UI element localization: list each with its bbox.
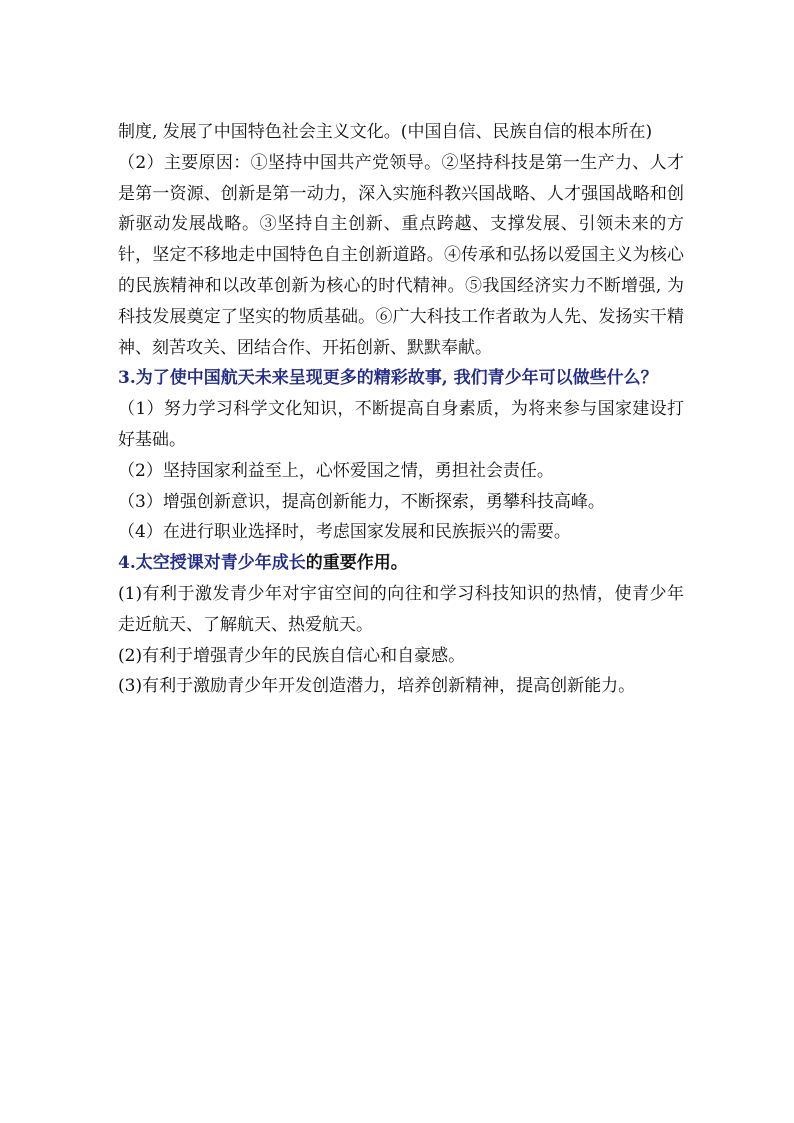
document-page xyxy=(118,117,684,702)
heading-question-4-rest: 的重要作用。 xyxy=(305,553,408,574)
heading-question-3: 3.为了使中国航天未来呈现更多的精彩故事, 我们青少年可以做些什么？ xyxy=(118,368,658,389)
answer-3-item-1: （1）努力学习科学文化知识，不断提高自身素质，为将来参与国家建设打好基础。 xyxy=(118,399,684,450)
paragraph-culture-conclusion: 制度, 发展了中国特色社会主义文化。(中国自信、民族自信的根本所在) xyxy=(118,122,653,142)
answer-4-item-3: (3)有利于激励青少年开发创造潜力，培养创新精神，提高创新能力。 xyxy=(118,676,636,697)
answer-4-item-1: (1)有利于激发青少年对宇宙空间的向往和学习科技知识的热情，使青少年走近航天、了解航天、热爱航天。 xyxy=(118,583,684,635)
answer-3-item-3: （3）增强创新意识，提高创新能力，不断探索，勇攀科技高峰。 xyxy=(118,491,605,512)
answer-4-item-2: (2)有利于增强青少年的民族自信心和自豪感。 xyxy=(118,645,466,666)
heading-question-4 xyxy=(118,548,684,579)
answer-3-item-4: （4）在进行职业选择时，考虑国家发展和民族振兴的需要。 xyxy=(118,522,571,543)
answer-3-item-2: （2）坚持国家利益至上，心怀爱国之情，勇担社会责任。 xyxy=(118,460,554,481)
heading-question-4-highlight: 4.太空授课对青少年成长 xyxy=(118,553,306,574)
paragraph-main-reasons: （2）主要原因：①坚持中国共产党领导。②坚持科技是第一生产力、人才是第一资源、创新是第一动力，深入实施科教兴国战略、人才强国战略和创新驱动发展战略。③坚持自主创新、重点跨越、支撑发展、引领未来的方针，坚定不移地走中国特色自主创新道路。④传承和弘扬以爱国主义为核心的民族精神和以改革创新为核心的时代精神。⑤我国经济实力不断增强, 为科技发展奠定了坚实的物质基础。⑥广大科技工作者敢为人先、发扬实干精神、刻苦攻关、团结合作、开拓创新、默默奉献。 xyxy=(118,152,684,358)
